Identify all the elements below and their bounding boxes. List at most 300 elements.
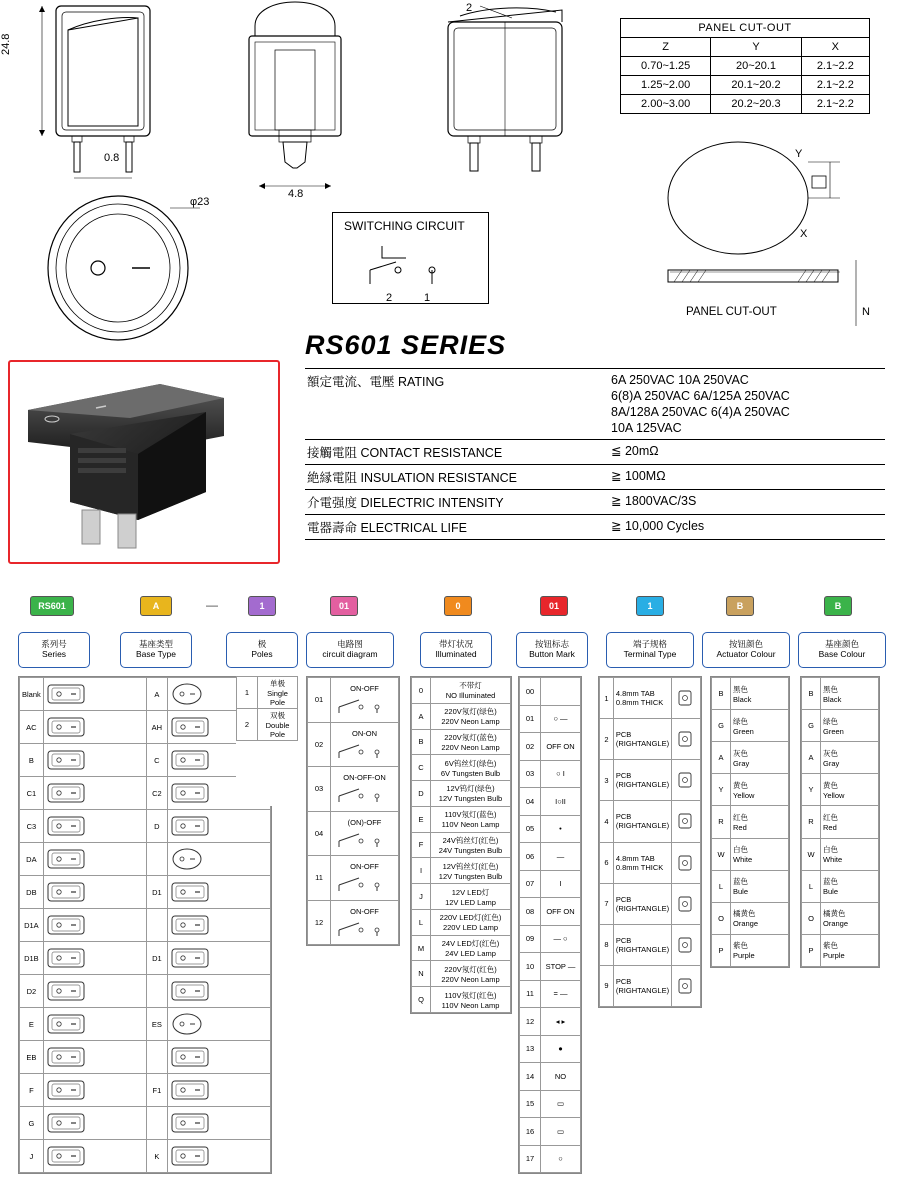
button-mark-symbol: — bbox=[541, 843, 581, 871]
circuit-row bbox=[308, 767, 399, 812]
illuminated-code: L bbox=[412, 909, 431, 935]
base-type-row bbox=[20, 843, 271, 876]
actuator-colour-code: G bbox=[712, 710, 731, 742]
drawing-rear-view bbox=[420, 0, 590, 190]
spec-row-rating bbox=[305, 369, 885, 440]
spec-value: ≦ 20mΩ bbox=[609, 440, 885, 465]
button-mark-symbol: I bbox=[541, 870, 581, 898]
button-mark-row bbox=[520, 925, 581, 953]
base-type-row bbox=[20, 876, 271, 909]
illuminated-label: 24V钨丝灯(红色) 24V Tungsten Bulb bbox=[431, 832, 511, 858]
button-mark-symbol: OFF ON bbox=[541, 733, 581, 761]
actuator-colour-label: 红色 Red bbox=[731, 806, 789, 838]
col-y: Y bbox=[711, 38, 801, 57]
axis-x-label: X bbox=[800, 228, 808, 240]
base-type-row bbox=[20, 711, 271, 744]
spec-row-dielectric-intensity bbox=[305, 490, 885, 515]
poles-panel bbox=[236, 676, 298, 806]
base-type-figure bbox=[167, 810, 270, 843]
code-chip-terminal: 1 bbox=[636, 596, 664, 616]
button-mark-row bbox=[520, 898, 581, 926]
spec-row-electrical-life bbox=[305, 515, 885, 540]
base-colour-code: G bbox=[802, 710, 821, 742]
button-mark-row bbox=[520, 1118, 581, 1146]
button-mark-symbol: I○II bbox=[541, 788, 581, 816]
base-colour-label: 灰色 Gray bbox=[821, 742, 879, 774]
header-series: 系列号 Series bbox=[18, 632, 90, 668]
code-chip-series: RS601 bbox=[30, 596, 74, 616]
terminal-code: 1 bbox=[600, 678, 614, 719]
code-chip-illuminated: 0 bbox=[444, 596, 472, 616]
actuator-colour-label: 蓝色 Bule bbox=[731, 870, 789, 902]
col-x: X bbox=[801, 38, 869, 57]
switching-circuit-title: SWITCHING CIRCUIT bbox=[344, 219, 465, 233]
actuator-colour-row bbox=[712, 710, 789, 742]
illuminated-code: D bbox=[412, 781, 431, 807]
terminal-label: PCB (RIGHTANGLE) bbox=[613, 801, 671, 842]
panel-cutout-bottom-label: PANEL CUT-OUT bbox=[686, 306, 777, 318]
terminal-code: 2 bbox=[600, 719, 614, 760]
base-colour-label: 紫色 Purple bbox=[821, 934, 879, 966]
base-type-code: EB bbox=[20, 1041, 44, 1074]
base-type-code: AH bbox=[147, 711, 168, 744]
dim-depth-label: 4.8 bbox=[288, 188, 304, 200]
base-type-figure bbox=[167, 1008, 270, 1041]
base-type-code: C1 bbox=[20, 777, 44, 810]
terminal-code: 8 bbox=[600, 924, 614, 965]
base-colour-row bbox=[802, 742, 879, 774]
base-type-row bbox=[20, 678, 271, 711]
header-base-type: 基座类型 Base Type bbox=[120, 632, 192, 668]
button-mark-panel bbox=[518, 676, 582, 1174]
pole-row: 1 单极 Single Pole bbox=[237, 677, 298, 709]
button-mark-code: 17 bbox=[520, 1145, 541, 1173]
actuator-colour-label: 黑色 Black bbox=[731, 678, 789, 710]
button-mark-symbol: ○ I bbox=[541, 760, 581, 788]
table-row: 1.25~2.00 20.1~20.2 2.1~2.2 bbox=[621, 76, 870, 95]
illuminated-code: E bbox=[412, 806, 431, 832]
button-mark-code: 01 bbox=[520, 705, 541, 733]
button-mark-symbol: ▭ bbox=[541, 1090, 581, 1118]
illuminated-row bbox=[412, 781, 511, 807]
button-mark-row bbox=[520, 678, 581, 706]
code-chip-dash: — bbox=[206, 598, 218, 612]
button-mark-symbol bbox=[541, 678, 581, 706]
base-colour-label: 黄色 Yellow bbox=[821, 774, 879, 806]
terminal-2-label: 2 bbox=[386, 292, 393, 304]
base-type-code: DB bbox=[20, 876, 44, 909]
circuit-code: 02 bbox=[308, 722, 331, 767]
drawing-front-view bbox=[20, 0, 170, 190]
base-type-code: D1B bbox=[20, 942, 44, 975]
terminal-figure bbox=[672, 678, 701, 719]
illuminated-row bbox=[412, 884, 511, 910]
base-type-figure bbox=[43, 744, 146, 777]
drawing-circular-view bbox=[40, 190, 220, 350]
illuminated-label: 24V LED灯(红色) 24V LED Lamp bbox=[431, 935, 511, 961]
axis-y-label: Y bbox=[795, 148, 803, 160]
terminal-row bbox=[600, 801, 701, 842]
button-mark-code: 11 bbox=[520, 980, 541, 1008]
illuminated-code: F bbox=[412, 832, 431, 858]
code-chip-circuit: 01 bbox=[330, 596, 358, 616]
col-z: Z bbox=[621, 38, 711, 57]
button-mark-row bbox=[520, 788, 581, 816]
dim-height-label: 24.8 bbox=[0, 33, 12, 55]
terminal-row bbox=[600, 760, 701, 801]
button-mark-symbol: • bbox=[541, 815, 581, 843]
base-colour-label: 红色 Red bbox=[821, 806, 879, 838]
base-type-code: E bbox=[20, 1008, 44, 1041]
product-photo-frame bbox=[8, 360, 280, 564]
axis-z-label: N bbox=[862, 306, 870, 318]
illuminated-row bbox=[412, 729, 511, 755]
actuator-colour-label: 白色 White bbox=[731, 838, 789, 870]
terminal-figure bbox=[672, 801, 701, 842]
actuator-colour-row bbox=[712, 838, 789, 870]
base-type-figure bbox=[167, 1107, 270, 1140]
base-colour-label: 黑色 Black bbox=[821, 678, 879, 710]
button-mark-symbol: = — bbox=[541, 980, 581, 1008]
base-type-figure bbox=[167, 1140, 270, 1173]
button-mark-row bbox=[520, 843, 581, 871]
button-mark-code: 02 bbox=[520, 733, 541, 761]
base-type-figure bbox=[43, 843, 146, 876]
terminal-row bbox=[600, 842, 701, 883]
header-poles: 极 Poles bbox=[226, 632, 298, 668]
illuminated-row bbox=[412, 832, 511, 858]
button-mark-code: 10 bbox=[520, 953, 541, 981]
base-colour-code: P bbox=[802, 934, 821, 966]
base-type-figure bbox=[43, 909, 146, 942]
illuminated-row bbox=[412, 703, 511, 729]
spec-value: 6A 250VAC 10A 250VAC 6(8)A 250VAC 6A/125A 250VAC 8A/128A 250VAC 6(4)A 250VAC 10A 125VAC bbox=[609, 369, 885, 440]
illuminated-row bbox=[412, 806, 511, 832]
terminal-figure bbox=[672, 719, 701, 760]
button-mark-symbol: ▭ bbox=[541, 1118, 581, 1146]
base-type-code bbox=[147, 843, 168, 876]
terminal-row bbox=[600, 678, 701, 719]
button-mark-row bbox=[520, 980, 581, 1008]
actuator-colour-row bbox=[712, 806, 789, 838]
circuit-label: (ON)-OFF bbox=[331, 811, 399, 856]
spec-label: 接觸電阻 CONTACT RESISTANCE bbox=[305, 440, 609, 465]
circuit-code: 03 bbox=[308, 767, 331, 812]
base-colour-row bbox=[802, 870, 879, 902]
base-colour-row bbox=[802, 838, 879, 870]
base-colour-label: 橘黄色 Orange bbox=[821, 902, 879, 934]
header-illuminated: 带灯状况 Illuminated bbox=[420, 632, 492, 668]
base-colour-code: Y bbox=[802, 774, 821, 806]
actuator-colour-row bbox=[712, 870, 789, 902]
base-colour-code: B bbox=[802, 678, 821, 710]
terminal-label: PCB (RIGHTANGLE) bbox=[613, 924, 671, 965]
circuit-row bbox=[308, 900, 399, 945]
terminal-label: 4.8mm TAB 0.8mm THICK bbox=[613, 678, 671, 719]
base-type-row bbox=[20, 909, 271, 942]
button-mark-row bbox=[520, 760, 581, 788]
illuminated-row bbox=[412, 678, 511, 704]
base-colour-code: A bbox=[802, 742, 821, 774]
actuator-colour-row bbox=[712, 678, 789, 710]
base-type-code: D1A bbox=[20, 909, 44, 942]
switching-circuit-symbol bbox=[340, 240, 480, 295]
terminal-code: 9 bbox=[600, 965, 614, 1006]
base-type-figure bbox=[43, 1074, 146, 1107]
base-type-row bbox=[20, 1041, 271, 1074]
button-mark-row bbox=[520, 733, 581, 761]
illuminated-label: 12V钨丝灯(红色) 12V Tungsten Bulb bbox=[431, 858, 511, 884]
base-colour-code: R bbox=[802, 806, 821, 838]
spec-row-insulation-resistance bbox=[305, 465, 885, 490]
terminal-row bbox=[600, 965, 701, 1006]
illuminated-row bbox=[412, 987, 511, 1013]
actuator-colour-row bbox=[712, 934, 789, 966]
actuator-colour-code: L bbox=[712, 870, 731, 902]
base-type-row bbox=[20, 1140, 271, 1173]
button-mark-code: 15 bbox=[520, 1090, 541, 1118]
header-circuit: 电路图 circuit diagram bbox=[306, 632, 394, 668]
circuit-label: ON-ON bbox=[331, 722, 399, 767]
button-mark-symbol: NO bbox=[541, 1063, 581, 1091]
specifications-table bbox=[305, 368, 885, 540]
dim-top-label: 2 bbox=[466, 2, 473, 14]
terminal-1-label: 1 bbox=[424, 292, 431, 304]
base-type-code: C2 bbox=[147, 777, 168, 810]
base-type-figure bbox=[167, 1074, 270, 1107]
button-mark-row bbox=[520, 1090, 581, 1118]
base-type-code: K bbox=[147, 1140, 168, 1173]
circuit-code: 12 bbox=[308, 900, 331, 945]
actuator-colour-code: Y bbox=[712, 774, 731, 806]
base-colour-row bbox=[802, 806, 879, 838]
base-type-code: D2 bbox=[20, 975, 44, 1008]
base-type-figure bbox=[167, 1041, 270, 1074]
spec-value: ≧ 100MΩ bbox=[609, 465, 885, 490]
illuminated-row bbox=[412, 755, 511, 781]
actuator-colour-label: 绿色 Green bbox=[731, 710, 789, 742]
illuminated-label: 220V氖灯(红色) 220V Neon Lamp bbox=[431, 961, 511, 987]
button-mark-symbol: — ○ bbox=[541, 925, 581, 953]
illuminated-code: A bbox=[412, 703, 431, 729]
circuit-code: 11 bbox=[308, 856, 331, 901]
illuminated-code: J bbox=[412, 884, 431, 910]
actuator-colour-row bbox=[712, 742, 789, 774]
panel-cutout-title: PANEL CUT-OUT bbox=[621, 19, 870, 38]
actuator-colour-code: A bbox=[712, 742, 731, 774]
table-row: 0.70~1.25 20~20.1 2.1~2.2 bbox=[621, 57, 870, 76]
base-type-row bbox=[20, 744, 271, 777]
base-type-code bbox=[147, 1107, 168, 1140]
actuator-colour-code: O bbox=[712, 902, 731, 934]
actuator-colour-row bbox=[712, 902, 789, 934]
code-chip-actuator-colour: B bbox=[726, 596, 754, 616]
terminal-row bbox=[600, 883, 701, 924]
base-type-row bbox=[20, 1008, 271, 1041]
base-type-panel bbox=[18, 676, 272, 1174]
circuit-code: 01 bbox=[308, 678, 331, 723]
header-terminal: 端子规格 Terminal Type bbox=[606, 632, 694, 668]
table-row: 2.00~3.00 20.2~20.3 2.1~2.2 bbox=[621, 95, 870, 114]
illuminated-code: Q bbox=[412, 987, 431, 1013]
illuminated-label: 220V LED灯(红色) 220V LED Lamp bbox=[431, 909, 511, 935]
button-mark-row bbox=[520, 1145, 581, 1173]
base-type-figure bbox=[167, 876, 270, 909]
base-type-row bbox=[20, 942, 271, 975]
base-colour-row bbox=[802, 710, 879, 742]
base-type-code: A bbox=[147, 678, 168, 711]
dim-diameter-label: φ23 bbox=[190, 196, 210, 208]
base-type-figure bbox=[43, 1008, 146, 1041]
illuminated-panel bbox=[410, 676, 512, 1014]
terminal-figure bbox=[672, 965, 701, 1006]
illuminated-row bbox=[412, 909, 511, 935]
base-type-code bbox=[147, 975, 168, 1008]
illuminated-label: 220V氖灯(蓝色) 220V Neon Lamp bbox=[431, 729, 511, 755]
code-chip-button-mark: 01 bbox=[540, 596, 568, 616]
drawing-panel-cutout bbox=[660, 140, 870, 330]
base-type-figure bbox=[43, 777, 146, 810]
button-mark-symbol: ◂ ▸ bbox=[541, 1008, 581, 1036]
base-type-row bbox=[20, 777, 271, 810]
spec-value: ≧ 1800VAC/3S bbox=[609, 490, 885, 515]
product-photo bbox=[10, 362, 274, 558]
circuit-label: ON-OFF bbox=[331, 900, 399, 945]
base-type-figure bbox=[43, 1140, 146, 1173]
base-type-code: D1 bbox=[147, 942, 168, 975]
base-colour-code: W bbox=[802, 838, 821, 870]
button-mark-code: 09 bbox=[520, 925, 541, 953]
circuit-row bbox=[308, 811, 399, 856]
base-type-figure bbox=[43, 678, 146, 711]
base-type-code: F1 bbox=[147, 1074, 168, 1107]
base-type-row bbox=[20, 1107, 271, 1140]
base-type-figure bbox=[43, 810, 146, 843]
circuit-label: ON-OFF bbox=[331, 856, 399, 901]
base-type-figure bbox=[167, 843, 270, 876]
base-colour-row bbox=[802, 774, 879, 806]
code-chip-base-colour: B bbox=[824, 596, 852, 616]
spec-label: 絶縁電阻 INSULATION RESISTANCE bbox=[305, 465, 609, 490]
button-mark-symbol: ○ bbox=[541, 1145, 581, 1173]
illuminated-label: 110V氖灯(蓝色) 110V Neon Lamp bbox=[431, 806, 511, 832]
circuit-label: ON-OFF bbox=[331, 678, 399, 723]
button-mark-code: 08 bbox=[520, 898, 541, 926]
button-mark-code: 04 bbox=[520, 788, 541, 816]
actuator-colour-label: 紫色 Purple bbox=[731, 934, 789, 966]
circuit-code: 04 bbox=[308, 811, 331, 856]
illuminated-label: 12V LED灯 12V LED Lamp bbox=[431, 884, 511, 910]
illuminated-code: I bbox=[412, 858, 431, 884]
button-mark-code: 14 bbox=[520, 1063, 541, 1091]
header-button-mark: 按钮标志 Button Mark bbox=[516, 632, 588, 668]
base-type-code: D1 bbox=[147, 876, 168, 909]
code-chip-base-type: A bbox=[140, 596, 172, 616]
panel-cutout-table bbox=[620, 18, 870, 114]
circuit-row bbox=[308, 678, 399, 723]
pole-row: 2 双极 Double Pole bbox=[237, 709, 298, 741]
circuit-panel bbox=[306, 676, 400, 946]
actuator-colour-code: W bbox=[712, 838, 731, 870]
base-type-figure bbox=[43, 711, 146, 744]
illuminated-label: 220V氖灯(绿色) 220V Neon Lamp bbox=[431, 703, 511, 729]
button-mark-row bbox=[520, 815, 581, 843]
base-type-figure bbox=[43, 975, 146, 1008]
button-mark-code: 16 bbox=[520, 1118, 541, 1146]
spec-value: ≧ 10,000 Cycles bbox=[609, 515, 885, 540]
actuator-colour-label: 橘黄色 Orange bbox=[731, 902, 789, 934]
drawing-side-view bbox=[235, 0, 355, 200]
base-type-code: F bbox=[20, 1074, 44, 1107]
terminal-row bbox=[600, 719, 701, 760]
dim-pin-width-label: 0.8 bbox=[104, 152, 120, 164]
button-mark-code: 12 bbox=[520, 1008, 541, 1036]
spec-label: 額定電流、電壓 RATING bbox=[305, 369, 609, 440]
base-colour-row bbox=[802, 678, 879, 710]
page-title: RS601 SERIES bbox=[305, 330, 507, 360]
terminal-label: 4.8mm TAB 0.8mm THICK bbox=[613, 842, 671, 883]
spec-row-contact-resistance bbox=[305, 440, 885, 465]
terminal-row bbox=[600, 924, 701, 965]
button-mark-symbol: ○ — bbox=[541, 705, 581, 733]
base-colour-row bbox=[802, 902, 879, 934]
button-mark-code: 07 bbox=[520, 870, 541, 898]
header-actuator-colour: 按钮颜色 Actuator Colour bbox=[702, 632, 790, 668]
base-colour-label: 绿色 Green bbox=[821, 710, 879, 742]
base-type-code: Blank bbox=[20, 678, 44, 711]
base-type-row bbox=[20, 1074, 271, 1107]
base-type-code: D bbox=[147, 810, 168, 843]
terminal-figure bbox=[672, 760, 701, 801]
base-colour-label: 白色 White bbox=[821, 838, 879, 870]
illuminated-code: C bbox=[412, 755, 431, 781]
base-type-figure bbox=[43, 876, 146, 909]
header-base-colour: 基座颜色 Base Colour bbox=[798, 632, 886, 668]
circuit-row bbox=[308, 722, 399, 767]
base-type-code bbox=[147, 1041, 168, 1074]
base-type-figure bbox=[167, 975, 270, 1008]
base-type-row bbox=[20, 810, 271, 843]
base-colour-label: 蓝色 Bule bbox=[821, 870, 879, 902]
terminal-label: PCB (RIGHTANGLE) bbox=[613, 965, 671, 1006]
base-type-figure bbox=[43, 1107, 146, 1140]
base-type-code: B bbox=[20, 744, 44, 777]
button-mark-row bbox=[520, 1035, 581, 1063]
base-type-code: C bbox=[147, 744, 168, 777]
button-mark-code: 05 bbox=[520, 815, 541, 843]
button-mark-code: 00 bbox=[520, 678, 541, 706]
actuator-colour-code: P bbox=[712, 934, 731, 966]
button-mark-symbol: STOP — bbox=[541, 953, 581, 981]
actuator-colour-row bbox=[712, 774, 789, 806]
button-mark-symbol: OFF ON bbox=[541, 898, 581, 926]
illuminated-row bbox=[412, 858, 511, 884]
illuminated-label: 不带灯 NO Illuminated bbox=[431, 678, 511, 704]
terminal-figure bbox=[672, 883, 701, 924]
terminal-panel bbox=[598, 676, 702, 1008]
button-mark-row bbox=[520, 870, 581, 898]
base-colour-code: O bbox=[802, 902, 821, 934]
illuminated-code: 0 bbox=[412, 678, 431, 704]
terminal-figure bbox=[672, 924, 701, 965]
terminal-code: 7 bbox=[600, 883, 614, 924]
illuminated-row bbox=[412, 935, 511, 961]
button-mark-row bbox=[520, 1063, 581, 1091]
base-type-code: J bbox=[20, 1140, 44, 1173]
illuminated-code: N bbox=[412, 961, 431, 987]
terminal-code: 3 bbox=[600, 760, 614, 801]
actuator-colour-label: 黄色 Yellow bbox=[731, 774, 789, 806]
